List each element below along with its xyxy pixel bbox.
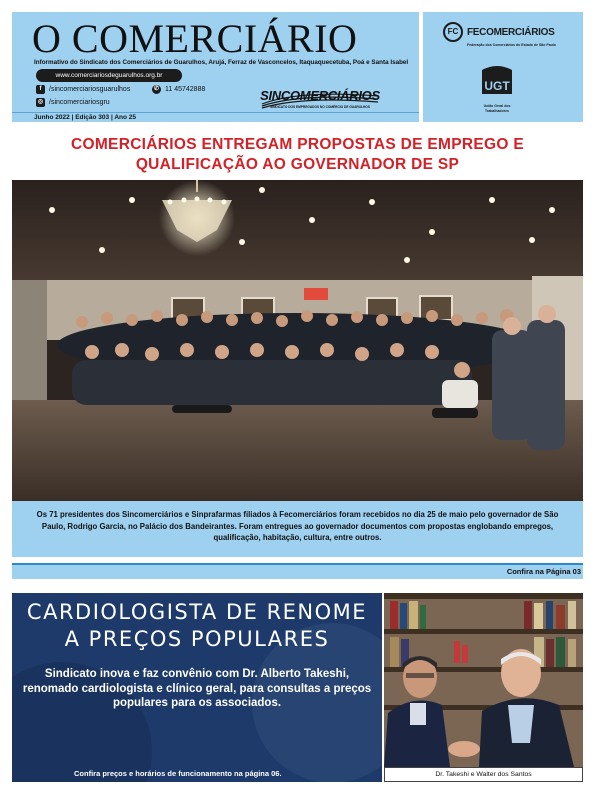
instagram-link[interactable]	[36, 98, 110, 107]
doctor-photo	[384, 593, 583, 767]
main-headline: COMERCIÁRIOS ENTREGAM PROPOSTAS DE EMPREGO E QUALIFICAÇÃO AO GOVERNADOR DE SP	[71, 136, 524, 173]
group-photo	[12, 180, 583, 501]
photo-caption: Os 71 presidentes dos Sincomerciários e Sinprafarmas filiados à Fecomerciários foram recebidos no dia 25 de maio pelo governador de São Paulo, Rodrigo Garcia, no Palácio dos Bandeirantes. Foram entregues ao governador documentos com propostas englobando empregos, qualificação, habitação, cultura, entre outros.	[36, 510, 559, 542]
ugt-tagline: União Geral dos Trabalhadores	[483, 104, 511, 113]
cardiology-body: Sindicato inova e faz convênio com Dr. Alberto Takeshi, renomado cardiologista e clínico geral, para consultas a preços populares para os associados.	[22, 668, 372, 709]
fecomerciarios-name: FECOMERCIÁRIOS	[467, 26, 555, 38]
group-photo-image	[12, 180, 583, 501]
whatsapp-link[interactable]	[152, 85, 205, 94]
newspaper-title: O COMERCIÁRIO	[32, 16, 358, 61]
newspaper-subtitle: Informativo do Sindicato dos Comerciários de Guarulhos, Arujá, Ferraz de Vasconcelos, Itaquaquecetuba, Poá e Santa Isabel	[34, 59, 409, 66]
ugt-name: UGT	[484, 79, 510, 93]
doctor-photo-image	[384, 593, 583, 767]
cardiology-title-line1: CARDIOLOGISTA DE RENOME	[26, 600, 368, 624]
instagram-icon: ◎	[37, 99, 44, 105]
sincomerciarios-logo	[258, 86, 382, 114]
website-link[interactable]: www.comerciariosdeguarulhos.org.br	[36, 69, 182, 82]
edition-info: Junho 2022 | Edição 303 | Ano 25	[34, 114, 137, 121]
facebook-handle: /sincomerciariosguarulhos	[49, 86, 131, 93]
whatsapp-icon: ✆	[153, 86, 160, 92]
cardiology-ad	[12, 593, 382, 782]
divider-bar	[12, 563, 583, 579]
masthead	[12, 12, 419, 112]
sincomerciarios-name: SINCOMERCIÁRIOS	[260, 88, 380, 103]
fecomerciarios-tagline: Federação dos Comerciários do Estado de São Paulo	[467, 43, 556, 47]
cardiology-title-line2: A PREÇOS POPULARES	[64, 627, 330, 651]
facebook-icon: f	[36, 85, 45, 94]
facebook-link[interactable]	[36, 85, 130, 94]
instagram-handle: /sincomerciariosgru	[49, 99, 110, 106]
doctor-photo-caption: Dr. Takeshi e Walter dos Santos	[384, 767, 583, 782]
see-page-link[interactable]: Confira na Página 03	[506, 567, 581, 576]
cardiology-footer: Confira preços e horários de funcionamento na página 06.	[74, 769, 282, 778]
sincomerciarios-tagline: SINDICATO DOS EMPREGADOS NO COMÉRCIO DE GUARULHOS	[270, 105, 370, 109]
cardiology-title	[12, 599, 382, 653]
partner-logos-box	[423, 12, 583, 122]
photo-caption-box	[12, 501, 583, 557]
whatsapp-number: 11 45742888	[165, 86, 206, 93]
fecomerciarios-logo	[443, 22, 554, 42]
fecomerciarios-badge-icon: FC	[443, 22, 463, 42]
edition-bar	[12, 112, 419, 122]
